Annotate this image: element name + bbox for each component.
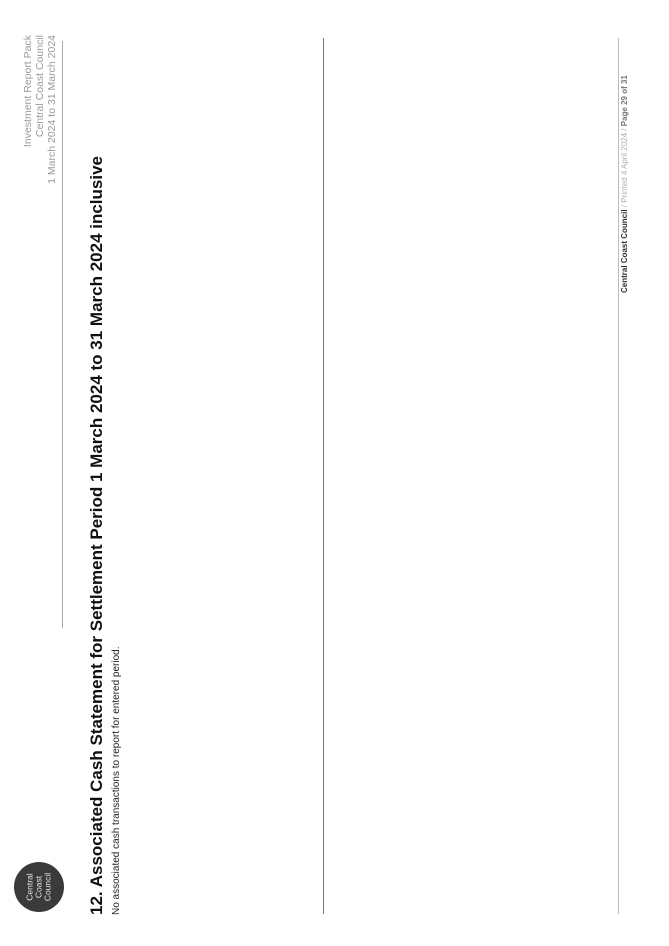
page-footer bbox=[620, 75, 629, 293]
empty-state-message: No associated cash transactions to report for entered period. bbox=[111, 646, 122, 915]
report-title: Investment Report Pack bbox=[22, 35, 34, 148]
content-frame-line bbox=[323, 38, 324, 914]
footer-org: Central Coast Council bbox=[620, 209, 629, 293]
report-header bbox=[22, 35, 58, 200]
footer-printed: / Printed 4 April 2024 / bbox=[620, 126, 629, 210]
organisation-name: Central Coast Council bbox=[34, 35, 46, 138]
logo-line: Central bbox=[24, 873, 35, 901]
page-number: Page 29 of 31 bbox=[620, 75, 629, 127]
council-logo bbox=[14, 862, 64, 912]
report-period: 1 March 2024 to 31 March 2024 bbox=[46, 35, 58, 184]
logo-line: Council bbox=[42, 872, 53, 902]
header-divider bbox=[62, 41, 63, 628]
footer-divider bbox=[618, 38, 619, 914]
section-title: 12. Associated Cash Statement for Settlement Period 1 March 2024 to 31 March 2024 inclusive bbox=[87, 156, 106, 915]
logo-line: Coast bbox=[33, 875, 44, 899]
